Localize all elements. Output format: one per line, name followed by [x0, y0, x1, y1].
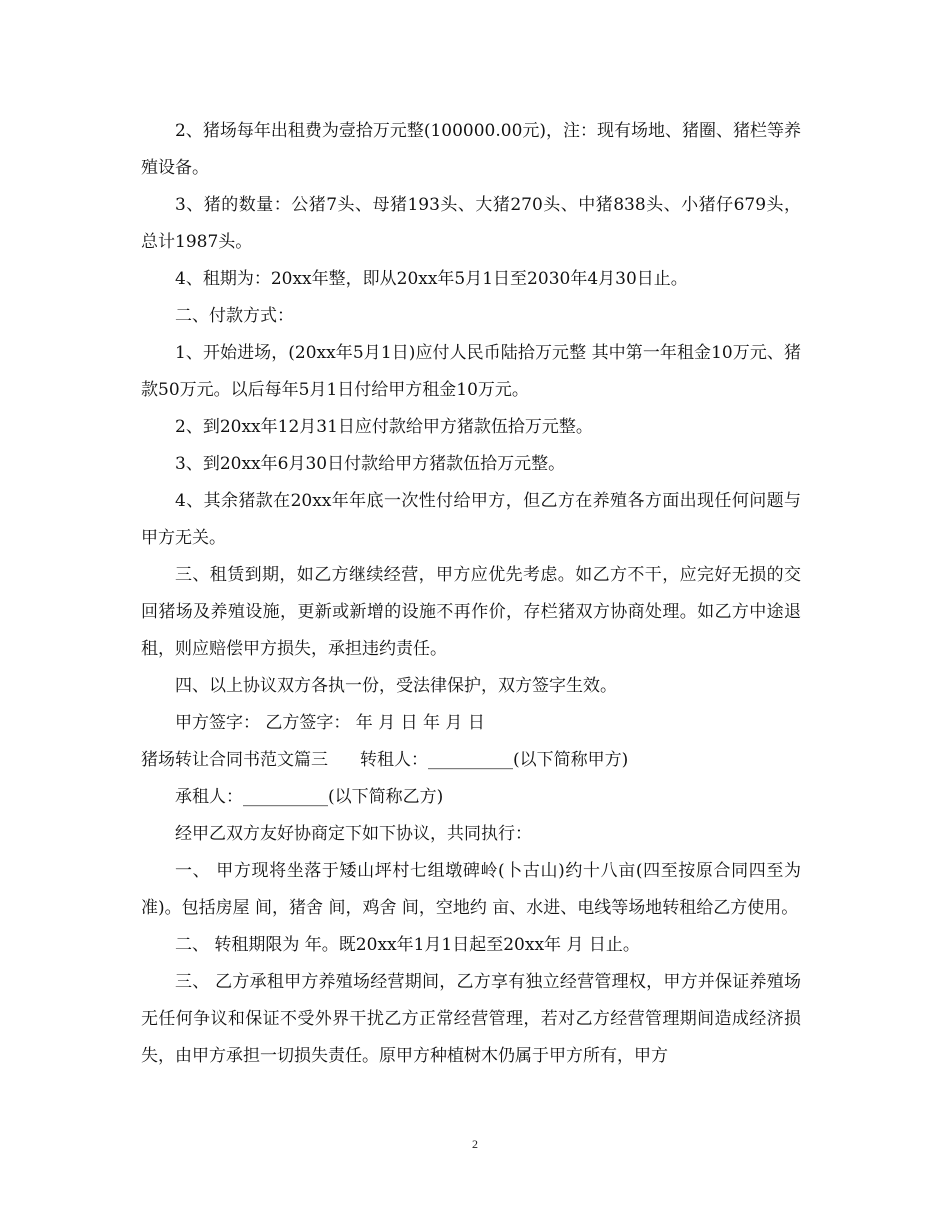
section-title: 猪场转让合同书范文篇三	[141, 750, 328, 770]
paragraph-payment-4: 4、其余猪款在20xx年年底一次性付给甲方，但乙方在养殖各方面出现任何问题与甲方无关。	[141, 491, 801, 548]
heading-payment-method: 二、付款方式：	[175, 306, 294, 326]
transferor-line: 转租人：__________(以下简称甲方)	[360, 750, 629, 770]
paragraph-payment-2: 2、到20xx年12月31日应付款给甲方猪款伍拾万元整。	[175, 417, 593, 437]
paragraph-pig-count: 3、猪的数量：公猪7头、母猪193头、大猪270头、中猪838头、小猪仔679头，总计1987头。	[141, 195, 801, 252]
paragraph-lease-term: 4、租期为：20xx年整，即从20xx年5月1日至2030年4月30日止。	[175, 269, 688, 289]
paragraph-agreement-copies: 四、以上协议双方各执一份，受法律保护，双方签字生效。	[175, 676, 617, 696]
paragraph-lease-expiry: 三、租赁到期，如乙方继续经营，甲方应优先考虑。如乙方不干，应完好无损的交回猪场及养殖设施，更新或新增的设施不再作价，存栏猪双方协商处理。如乙方中途退租，则应赔偿甲方损失，承担违约责任。	[141, 565, 801, 659]
paragraph-payment-1: 1、开始进场，(20xx年5月1日)应付人民币陆拾万元整 其中第一年租金10万元、猪款50万元。以后每年5月1日付给甲方租金10万元。	[141, 343, 801, 400]
page-number: 2	[472, 1137, 478, 1151]
lessee-line: 承租人：__________(以下简称乙方)	[175, 787, 444, 807]
clause-2-term: 二、 转租期限为 年。既20xx年1月1日起至20xx年 月 日止。	[175, 935, 640, 955]
paragraph-payment-3: 3、到20xx年6月30日付款给甲方猪款伍拾万元整。	[175, 454, 566, 474]
section-title-line	[141, 742, 801, 779]
clause-3-management: 三、 乙方承租甲方养殖场经营期间，乙方享有独立经营管理权，甲方并保证养殖场无任何争议和保证不受外界干扰乙方正常经营管理，若对乙方经营管理期间造成经济损失，由甲方承担一切损失责任。原甲方种植树木仍属于甲方所有，甲方	[141, 972, 801, 1066]
paragraph-agreement-intro: 经甲乙双方友好协商定下如下协议，共同执行：	[175, 824, 532, 844]
signature-line: 甲方签字： 乙方签字： 年 月 日 年 月 日	[175, 713, 485, 733]
clause-1-premises: 一、 甲方现将坐落于矮山坪村七组墩碑岭(卜古山)约十八亩(四至按原合同四至为准)。包括房屋 间，猪舍 间，鸡舍 间，空地约 亩、水进、电线等场地转租给乙方使用。	[141, 861, 801, 918]
paragraph-rent-fee: 2、猪场每年出租费为壹拾万元整(100000.00元)，注：现有场地、猪圈、猪栏等养殖设备。	[141, 121, 802, 178]
document-body	[141, 113, 801, 1075]
